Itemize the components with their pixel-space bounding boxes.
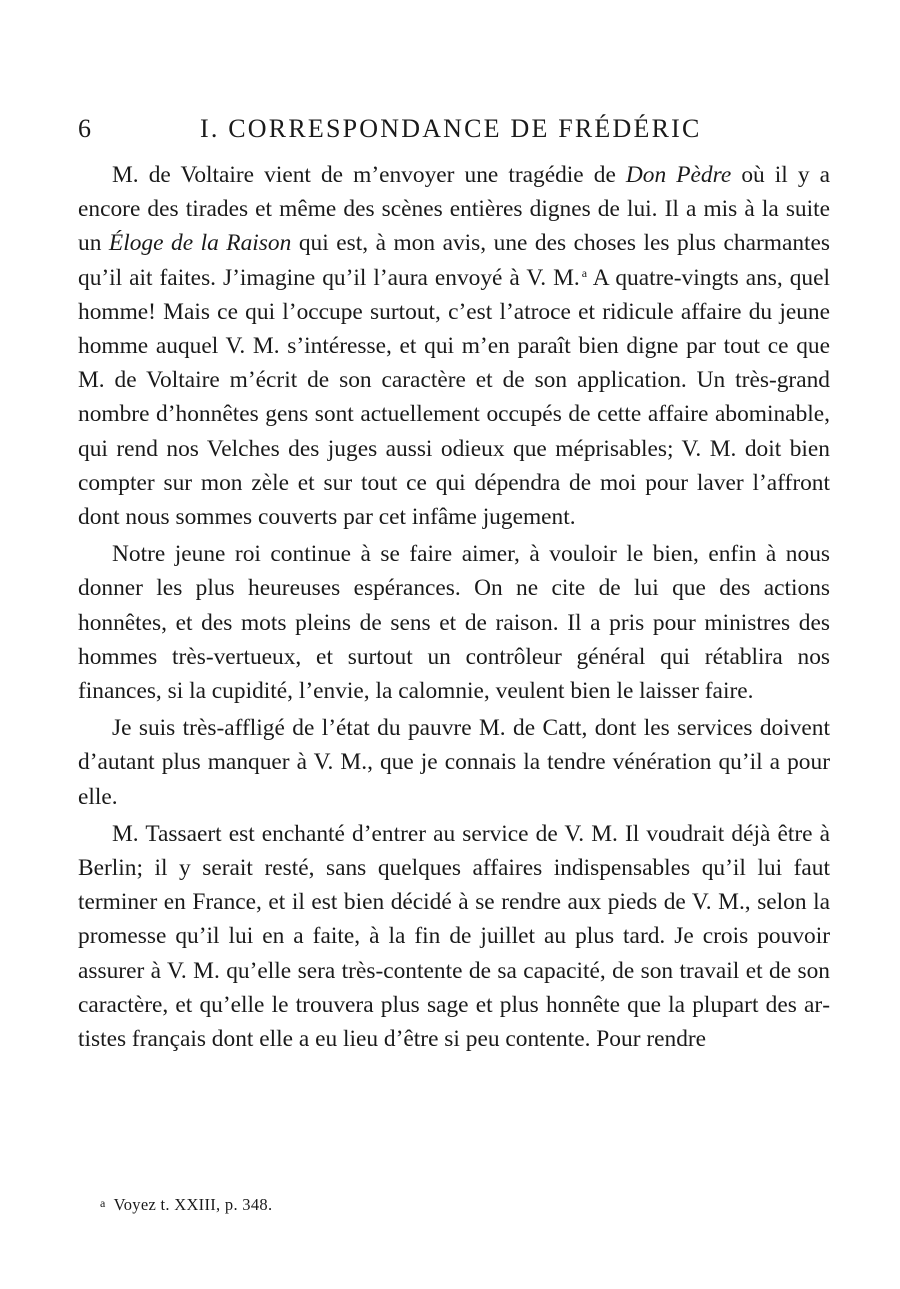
- title-eloge-de-la-raison: Éloge de la Raison: [108, 230, 292, 257]
- paragraph-1-text-c: où il y a encore des tirades et même des scènes entières dignes de lui. Il a mis à la suite un: [78, 162, 830, 257]
- paragraph-2: Notre jeune roi continue à se faire aimer, à vouloir le bien, enfin à nous donner les plus heureuses espérances. On ne cite de lui que des actions honnêtes, et des mots pleins de sens et de raison. Il a pris pour ministres des hommes très-vertueux, et surtout un contrôleur général qui rétablira nos finances, si la cupidité, l’envie, la calomnie, veulent bien le laisser faire.: [78, 541, 830, 705]
- paragraph-1-text-e: qui est, à mon avis, une des choses les plus charmantes qu’il ait faites. J’imagine qu’il l’aura envoyé à V. M.: [78, 230, 831, 291]
- footnote: [100, 1195, 272, 1215]
- page-number: 6: [78, 114, 91, 143]
- title-don-pedre: Don Pèdre: [625, 162, 732, 188]
- running-title: I. CORRESPONDANCE DE FRÉDÉRIC: [200, 114, 702, 143]
- footnote-mark: a: [100, 1196, 106, 1210]
- footnote-reference: a: [581, 265, 588, 280]
- paragraph-1: [78, 158, 830, 534]
- paragraph-1-text-a: M. de Voltaire vient de m’envoyer une tragédie de: [112, 162, 626, 188]
- paragraph-3: Je suis très-affligé de l’état du pauvre M. de Catt, dont les services doivent d’autant plus manquer à V. M., que je connais la tendre vénération qu’il a pour elle.: [78, 715, 830, 810]
- paragraph-4: M. Tassaert est enchanté d’entrer au service de V. M. Il voudrait déjà être à Berlin; il y serait resté, sans quelques affaires indispensables qu’il lui faut terminer en France, et il est bien décidé à se rendre aux pieds de V. M., selon la promesse qu’il lui en a faite, à la fin de juillet au plus tard. Je crois pouvoir assurer à V. M. qu’elle sera très-contente de sa capacité, de son travail et de son caractère, et qu’elle le trouvera plus sage et plus honnête que la plupart des artistes français dont elle a eu lieu d’être si peu contente. Pour rendre: [78, 820, 830, 1053]
- paragraph-1-text-f: A quatre-vingts ans, quel homme! Mais ce qui l’occupe surtout, c’est l’atroce et ridicule affaire du jeune homme auquel V. M. s’intéresse, et qui m’en paraît bien digne par tout ce que M. de Voltaire m’écrit de son caractère et de son application. Un très-grand nombre d’honnêtes gens sont actuellement occupés de cette affaire abominable, qui rend nos Velches des juges aussi odieux que méprisables; V. M. doit bien compter sur mon zèle et sur tout ce qui dépendra de moi pour laver l’affront dont nous sommes couverts par cet infâme jugement.: [78, 264, 830, 531]
- page-header: [78, 114, 830, 148]
- body-text: [78, 158, 830, 1056]
- footnote-text: Voyez t. XXIII, p. 348.: [113, 1195, 273, 1214]
